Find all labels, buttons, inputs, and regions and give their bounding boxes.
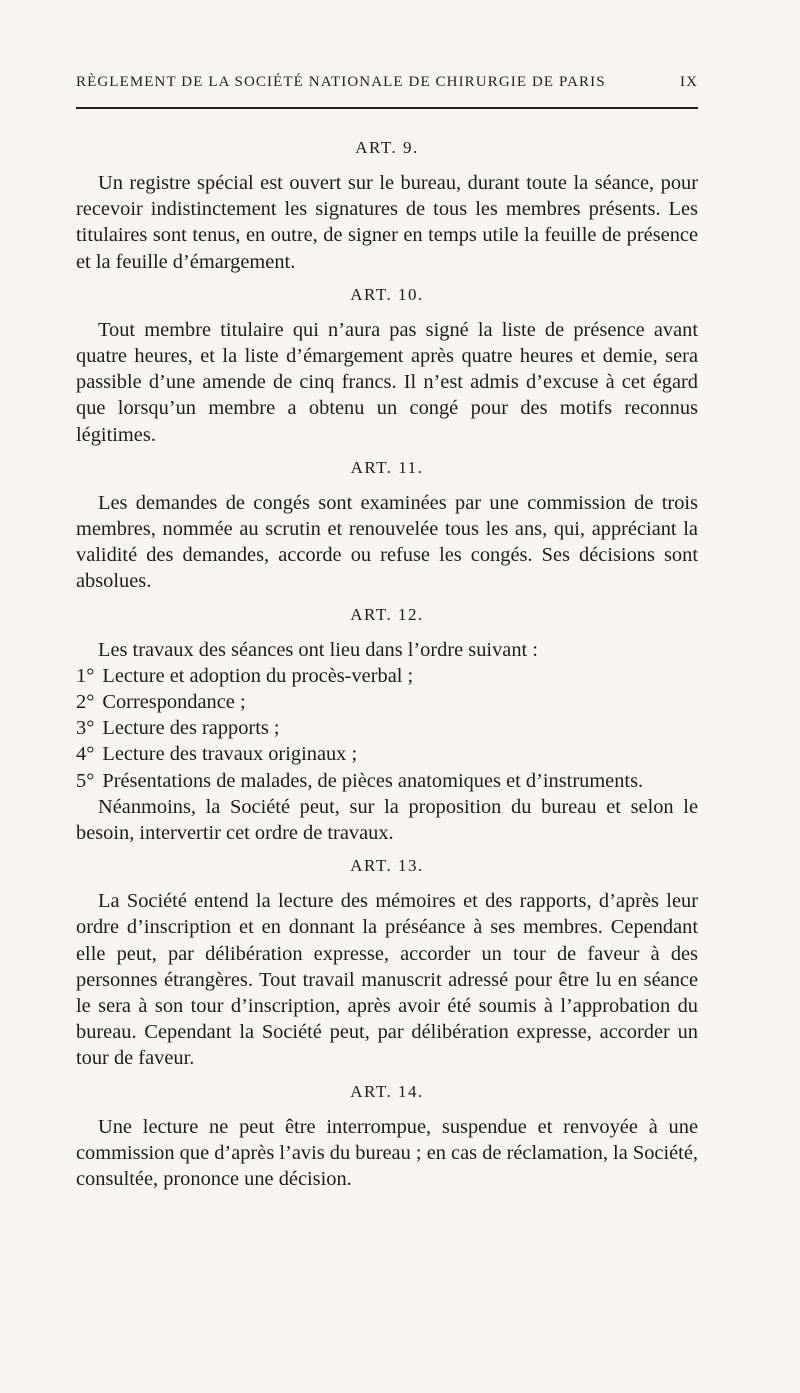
running-title: RÈGLEMENT DE LA SOCIÉTÉ NATIONALE DE CHIRURGIE DE PARIS: [76, 74, 606, 90]
paragraph: La Société entend la lecture des mémoires et des rapports, d’après leur ordre d’inscription et en donnant la préséance à ses membres. Cependant elle peut, par délibération expresse, accorder un tour de faveur à des personnes étrangères. Tout travail manuscrit adressé pour être lu en séance le sera à son tour d’inscription, après avoir été soumis à l’approbation du bureau. Cependant la Société peut, par délibération expresse, accorder un tour de faveur.: [76, 890, 698, 1070]
paragraph: Néanmoins, la Société peut, sur la proposition du bureau et selon le besoin, intervertir cet ordre de travaux.: [76, 795, 698, 845]
item-text: Lecture des travaux originaux ;: [102, 743, 358, 766]
item-text: Lecture et adoption du procès-verbal ;: [102, 664, 414, 687]
document-body: [76, 128, 698, 1196]
list-item: [76, 768, 698, 794]
article-title: ART. 12.: [350, 604, 424, 624]
paragraph: Les demandes de congés sont examinées par une commission de trois membres, nommée au scrutin et renouvelée tous les ans, qui, appréciant la validité des demandes, accorde ou refuse les congés. Ses décisions sont absolues.: [76, 491, 698, 593]
paragraph: Une lecture ne peut être interrompue, suspendue et renvoyée à une commission que d’après l’avis du bureau ; en cas de réclamation, la Société, consultée, prononce une décision.: [76, 1115, 698, 1191]
article-12: [76, 603, 698, 847]
header-rule: [76, 107, 698, 109]
article-14: [76, 1080, 698, 1193]
article-11: [76, 456, 698, 595]
article-title: ART. 11.: [350, 457, 424, 477]
list-item: [76, 689, 698, 715]
item-text: Présentations de malades, de pièces anatomiques et d’instruments.: [102, 769, 644, 792]
article-10: [76, 283, 698, 448]
running-head: [76, 74, 698, 91]
article-title: ART. 13.: [350, 856, 424, 876]
list-item: [76, 715, 698, 741]
list-intro: Les travaux des séances ont lieu dans l’ordre suivant :: [98, 638, 538, 661]
item-text: Correspondance ;: [102, 691, 246, 714]
paragraph: Tout membre titulaire qui n’aura pas signé la liste de présence avant quatre heures, et la liste d’émargement après quatre heures et demie, sera passible d’une amende de cinq francs. Il n’est admis d’excuse à cet égard que lorsqu’un membre a obtenu un congé pour des motifs reconnus légitimes.: [76, 318, 698, 446]
article-13: [76, 854, 698, 1071]
article-title: ART. 10.: [350, 284, 424, 304]
list-item: [76, 741, 698, 767]
page-number: IX: [679, 74, 698, 90]
paragraph: Un registre spécial est ouvert sur le bureau, durant toute la séance, pour recevoir indistinctement les signatures de tous les membres présents. Les titulaires sont tenus, en outre, de signer en temps utile la feuille de présence et la feuille d’émargement.: [76, 172, 698, 273]
article-title: ART. 14.: [350, 1081, 424, 1101]
item-number: 3°: [76, 717, 95, 740]
item-number: 4°: [76, 743, 95, 766]
list-item: [76, 663, 698, 689]
item-number: 2°: [76, 691, 95, 714]
item-text: Lecture des rapports ;: [102, 717, 280, 740]
article-title: ART. 9.: [355, 138, 419, 157]
item-number: 1°: [76, 664, 95, 687]
item-number: 5°: [76, 769, 95, 792]
article-9: [76, 136, 698, 275]
